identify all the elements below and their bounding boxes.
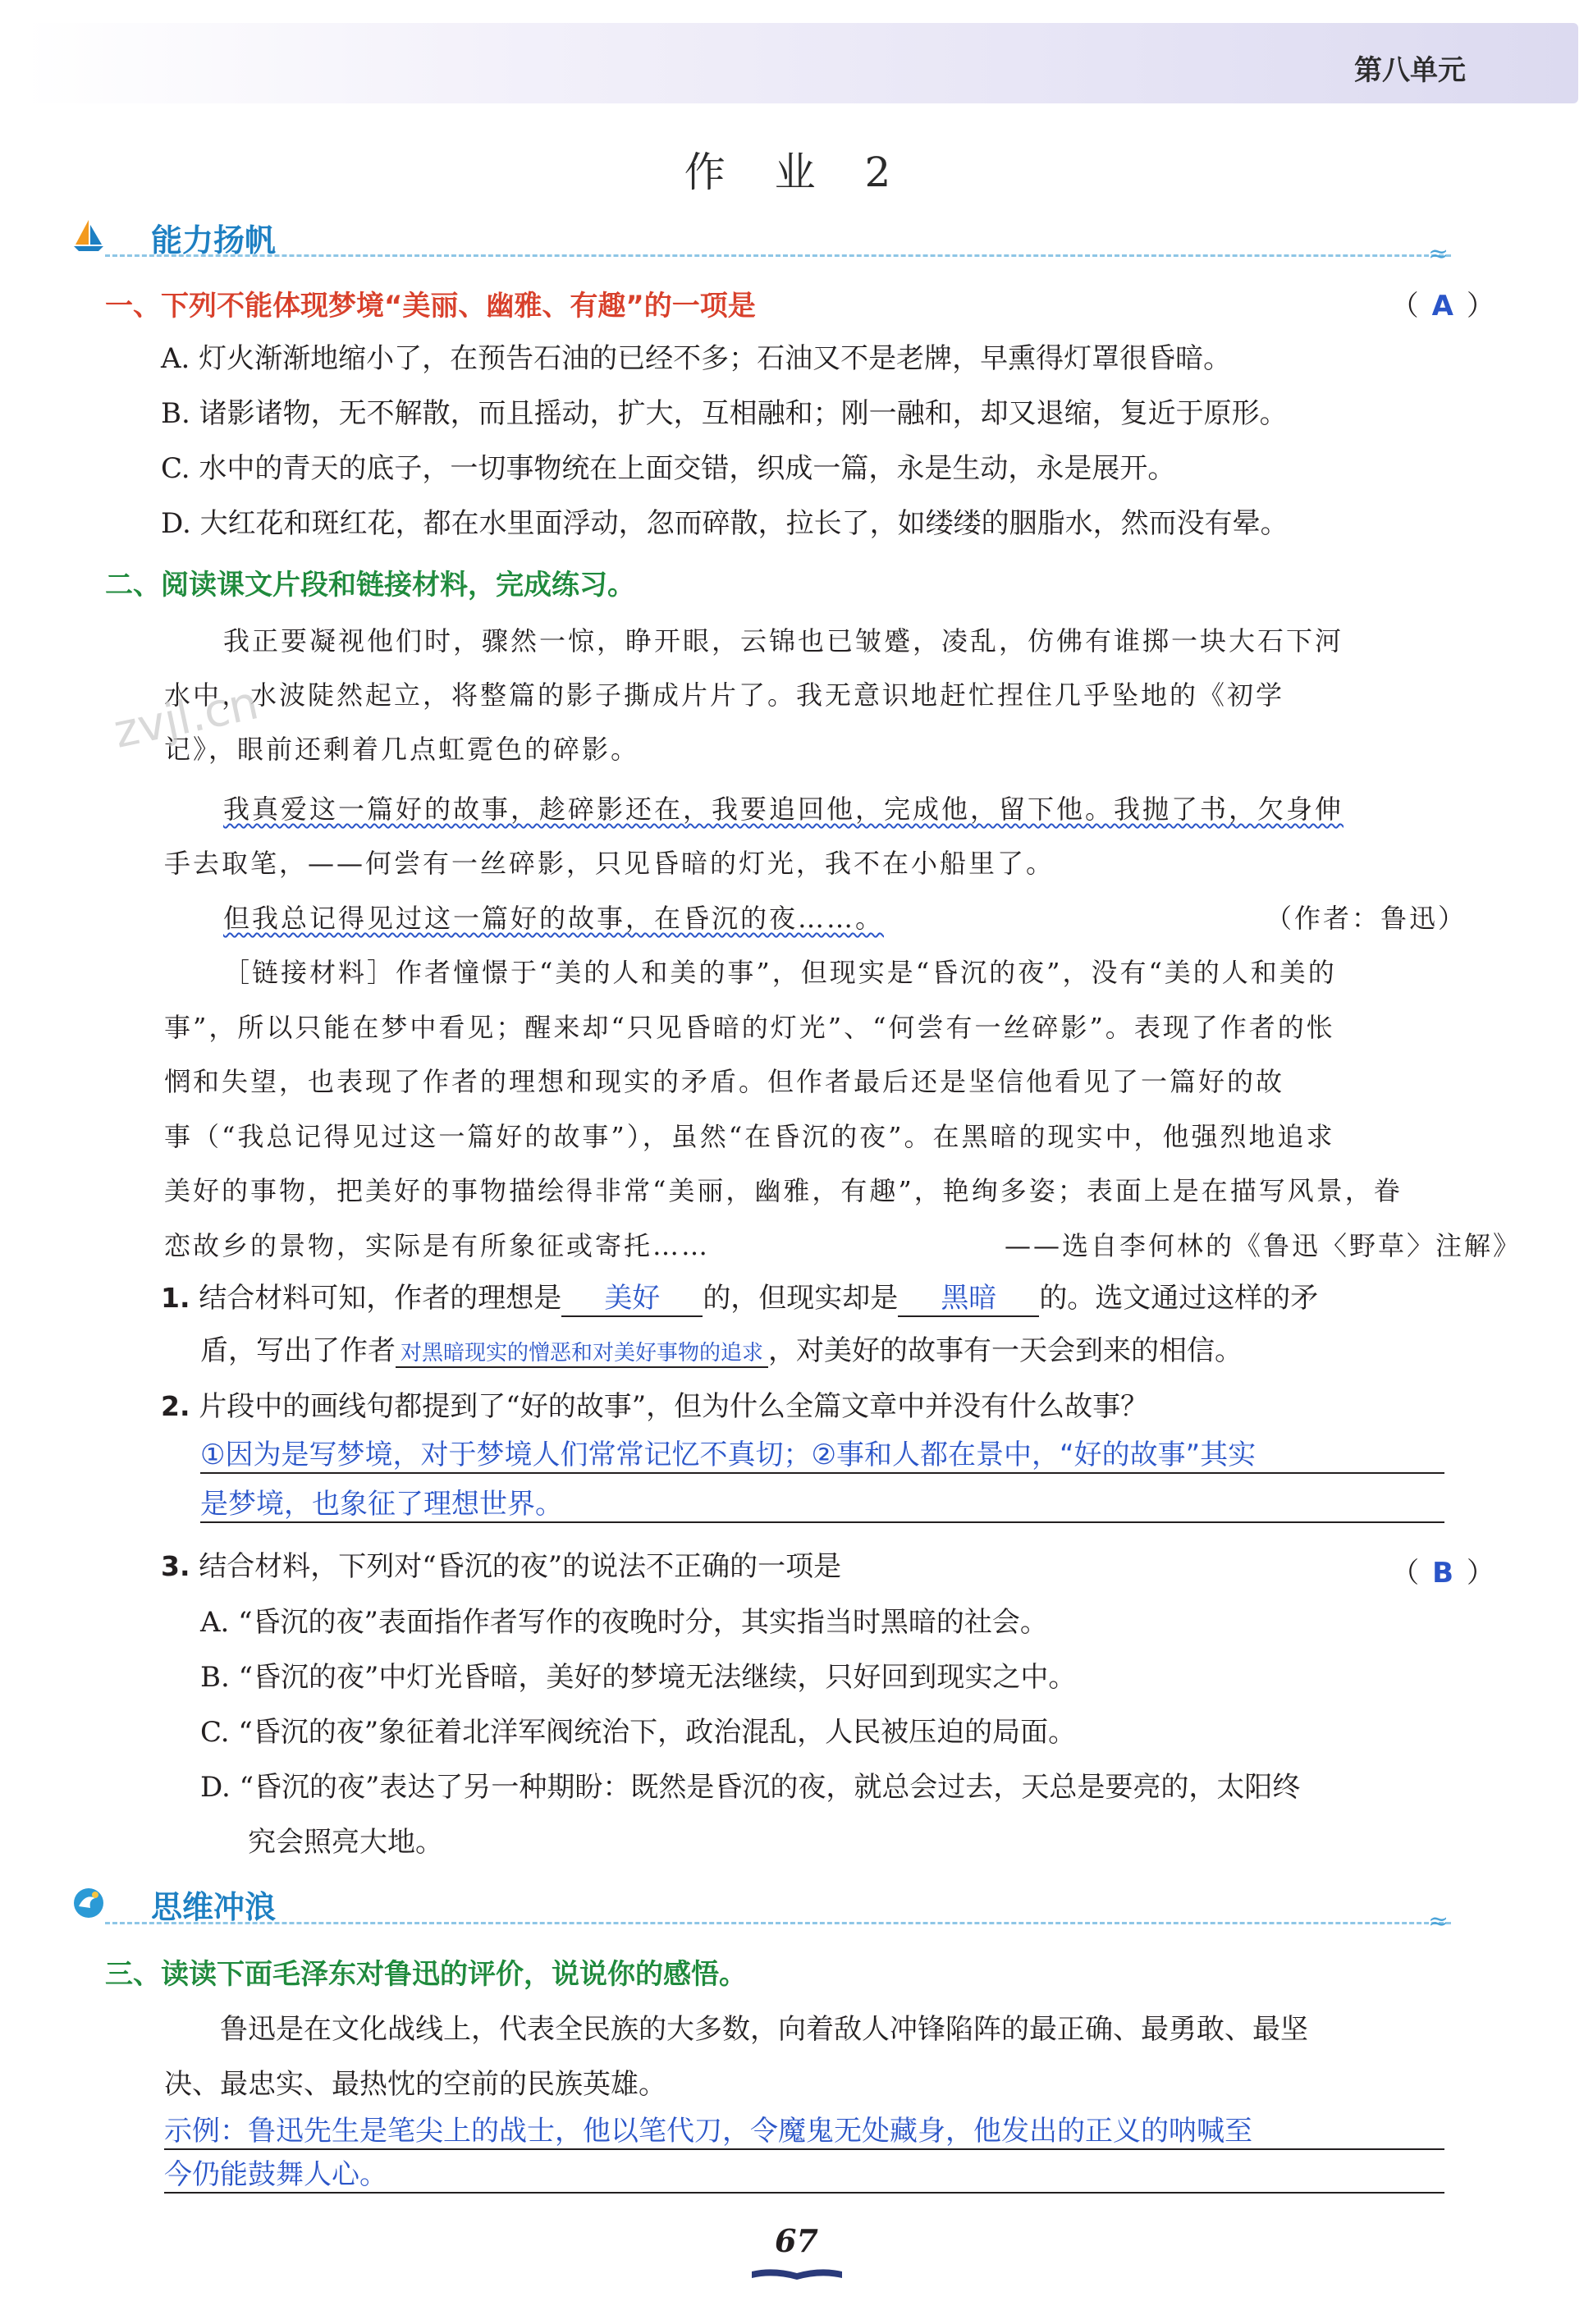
sub-question-1-cont [200,1334,1243,1368]
q3-option-c: C. “昏沉的夜”象征着北洋军阀统治下，政治混乱，人民被压迫的局面。 [200,1716,1077,1749]
sub-question-number: 1. [161,1282,190,1314]
q1-option-d: D. 大红花和斑红花，都在水里面浮动，忽而碎散，拉长了，如缕缕的胭脂水，然而没有晕。 [161,507,1289,540]
sub-question-number: 2. [161,1390,190,1422]
q3-option-d-cont: 究会照亮大地。 [248,1826,443,1859]
passage-line: 我正要凝视他们时，骤然一惊，睁开眼，云锦也已皱蹙，凌乱，仿佛有谁掷一块大石下河 [223,625,1344,656]
sub-question-text: 盾，写出了作者 [200,1334,396,1367]
wave-icon: ≈ [1428,240,1449,268]
watermark: zvjl.cn [109,676,263,759]
question-3-answer: （ B ） [1391,1557,1495,1590]
answer-blank-author: 对黑暗现实的憎恶和对美好事物的追求 [396,1341,768,1368]
passage-line: 水中，水波陡然起立，将整篇的影子撕成片片了。我无意识地赶忙捏住几乎坠地的《初学 [164,679,1285,711]
answer-line: 今仍能鼓舞人心。 [164,2158,1444,2194]
page-title: 作 业 2 [684,149,909,196]
question-1-heading: 一、下列不能体现梦境“美丽、幽雅、有趣”的一项是 [105,290,756,323]
wave-icon: ≈ [1428,1907,1449,1936]
q1-option-b: B. 诸影诸物，无不解散，而且摇动，扩大，互相融和；刚一融和，却又退缩，复近于原形。 [161,397,1288,430]
q3-option-a: A. “昏沉的夜”表面指作者写作的夜晚时分，其实指当时黑暗的社会。 [200,1606,1048,1639]
sub-question-text: 结合材料可知，作者的理想是 [199,1282,562,1315]
passage-line: 记》，眼前还剩着几点虹霓色的碎影。 [164,734,640,765]
sub-question-text: 片段中的画线句都提到了“好的故事”，但为什么全篇文章中并没有什么故事？ [199,1390,1149,1423]
link-material-line: 事（“我总记得见过这一篇好的故事”），虽然“在昏沉的夜”。在黑暗的现实中，他强烈地追求 [164,1121,1335,1152]
sub-question-text: 的。选文通过这样的矛 [1039,1282,1319,1315]
question-2-heading: 二、阅读课文片段和链接材料，完成练习。 [105,569,635,602]
link-material-line: 恋故乡的景物，实际是有所象征或寄托…… [164,1230,711,1261]
question-1-answer: （ A ） [1390,290,1495,323]
sub-question-2 [161,1390,1148,1424]
book-icon [748,2267,845,2283]
passage-author: （作者：鲁迅） [1266,903,1467,934]
answer-line: 示例：鲁迅先生是笔尖上的战士，他以笔代刀，令魔鬼无处藏身，他发出的正义的呐喊至 [164,2115,1444,2150]
q3-option-b: B. “昏沉的夜”中灯光昏暗，美好的梦境无法继续，只好回到现实之中。 [200,1661,1077,1694]
quote-line: 鲁迅是在文化战线上，代表全民族的大多数，向着敌人冲锋陷阵的最正确、最勇敢、最坚 [220,2013,1308,2046]
answer-blank-reality: 黑暗 [898,1282,1039,1317]
sub-question-text: 的，但现实却是 [703,1282,899,1315]
link-material-source: ——选自李何林的《鲁迅〈野草〉注解》 [1005,1230,1522,1261]
sailboat-icon [71,217,107,253]
section-title-thinking: 思维冲浪 [151,1889,277,1925]
answer-blank-ideal: 美好 [561,1282,703,1317]
link-material-line: 美好的事物，把美好的事物描绘得非常“美丽，幽雅，有趣”，艳绚多姿；表面上是在描写风景，眷 [164,1175,1403,1206]
link-material-line: 事”，所以只能在梦中看见；醒来却“只见昏暗的灯光”、“何尝有一丝碎影”。表现了作者的怅 [164,1012,1335,1043]
answer-line: 是梦境，也象征了理想世界。 [200,1488,1444,1523]
sub-question-number: 3. [161,1550,190,1582]
link-material-line: ［链接材料］作者憧憬于“美的人和美的事”，但现实是“昏沉的夜”，没有“美的人和美的 [223,957,1337,988]
sub-question-text: ，对美好的故事有一天会到来的相信。 [768,1334,1243,1367]
quote-line: 决、最忠实、最热忱的空前的民族英雄。 [164,2068,666,2101]
passage-line-underlined: 但我总记得见过这一篇好的故事，在昏沉的夜……。 [223,903,885,934]
unit-label: 第八单元 [1354,54,1466,87]
q1-option-a: A. 灯火渐渐地缩小了，在预告石油的已经不多；石油又不是老牌，早熏得灯罩很昏暗。 [161,342,1232,375]
divider [105,254,1451,257]
answer-value: B [1432,1557,1453,1590]
passage-line: 手去取笔，——何尝有一丝碎影，只见昏暗的灯光，我不在小船里了。 [164,848,1055,879]
section-ability [66,215,1461,264]
page-number: 67 [775,2222,818,2259]
sub-question-3 [161,1550,841,1584]
passage-line-underlined: 我真爱这一篇好的故事，趁碎影还在，我要追回他，完成他，留下他。我抛了书，欠身伸 [223,794,1344,825]
q3-option-d: D. “昏沉的夜”表达了另一种期盼：既然是昏沉的夜，就总会过去，天总是要亮的，太阳终 [200,1771,1301,1804]
section-title-ability: 能力扬帆 [151,222,277,258]
answer-line: ①因为是写梦境，对于梦境人们常常记忆不真切；②事和人都在景中，“好的故事”其实 [200,1439,1444,1474]
header-band [23,23,1578,103]
answer-value: A [1431,290,1453,323]
question-3-heading: 三、读读下面毛泽东对鲁迅的评价，说说你的感悟。 [105,1958,747,1991]
sub-question-1 [161,1282,1318,1317]
link-material-line: 惘和失望，也表现了作者的理想和现实的矛盾。但作者最后还是坚信他看见了一篇好的故 [164,1066,1285,1097]
sub-question-text: 结合材料，下列对“昏沉的夜”的说法不正确的一项是 [199,1550,842,1583]
q1-option-c: C. 水中的青天的底子，一切事物统在上面交错，织成一篇，永是生动，永是展开。 [161,452,1176,485]
surf-wave-icon [71,1885,107,1921]
divider [105,1922,1451,1924]
